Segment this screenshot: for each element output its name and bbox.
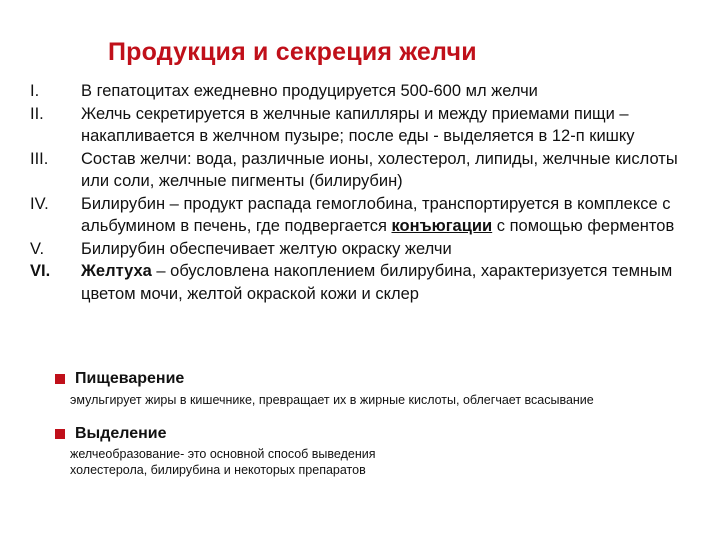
description-line: желчеобразование- это основной способ выведения	[70, 447, 376, 461]
list-item-2	[30, 103, 700, 148]
slide-title: Продукция и секреция желчи	[108, 38, 477, 66]
item-number: II.	[30, 104, 44, 123]
item-text-end: с помощью ферментов	[492, 217, 675, 235]
numbered-list	[30, 80, 700, 305]
item-text: Билирубин обеспечивает желтую окраску желчи	[81, 239, 452, 258]
item-number: IV.	[30, 194, 49, 213]
item-text: Желчь секретируется в желчные капилляры и между приемами пищи – накапливается в желчном пузыре; после еды - выделяется в 12-п кишку	[81, 104, 635, 145]
item-number: VI.	[30, 262, 51, 280]
list-item-4	[30, 193, 700, 238]
item-text: Состав желчи: вода, различные ионы, холестерол, липиды, желчные кислоты или соли, желчные пигменты (билирубин)	[81, 149, 678, 190]
section-heading-text: Выделение	[75, 425, 167, 442]
list-item-1	[30, 80, 700, 103]
list-item-6	[30, 260, 700, 305]
item-text	[81, 193, 700, 238]
item-text-end: – обусловлена накоплением билирубина, характеризуется темным цветом мочи, желтой окраской кожи и склер	[81, 262, 673, 303]
emphasized-term: Желтуха	[81, 262, 152, 280]
item-text	[81, 260, 700, 305]
description-line: холестерола, билирубина и некоторых препаратов	[70, 463, 366, 477]
square-bullet-icon	[55, 429, 65, 439]
item-number: I.	[30, 82, 40, 100]
item-number: V.	[30, 239, 45, 258]
item-text-start: Билирубин – продукт распада гемоглобина, транспортируется в комплексе с альбумином в печень, где подвергается	[81, 194, 671, 235]
item-text: В гепатоцитах ежедневно продуцируется 500-600 мл желчи	[81, 82, 538, 100]
list-item-3	[30, 148, 700, 193]
section-digestion-heading	[55, 370, 184, 388]
section-digestion-description: эмульгирует жиры в кишечнике, превращает их в жирные кислоты, облегчает всасывание	[70, 393, 594, 407]
emphasized-term: конъюгации	[391, 217, 493, 235]
section-excretion-heading	[55, 425, 167, 443]
section-excretion-description	[70, 446, 376, 478]
section-heading-text: Пищеварение	[75, 370, 185, 387]
item-number: III.	[30, 149, 49, 168]
square-bullet-icon	[55, 374, 65, 384]
list-item-5	[30, 238, 700, 261]
